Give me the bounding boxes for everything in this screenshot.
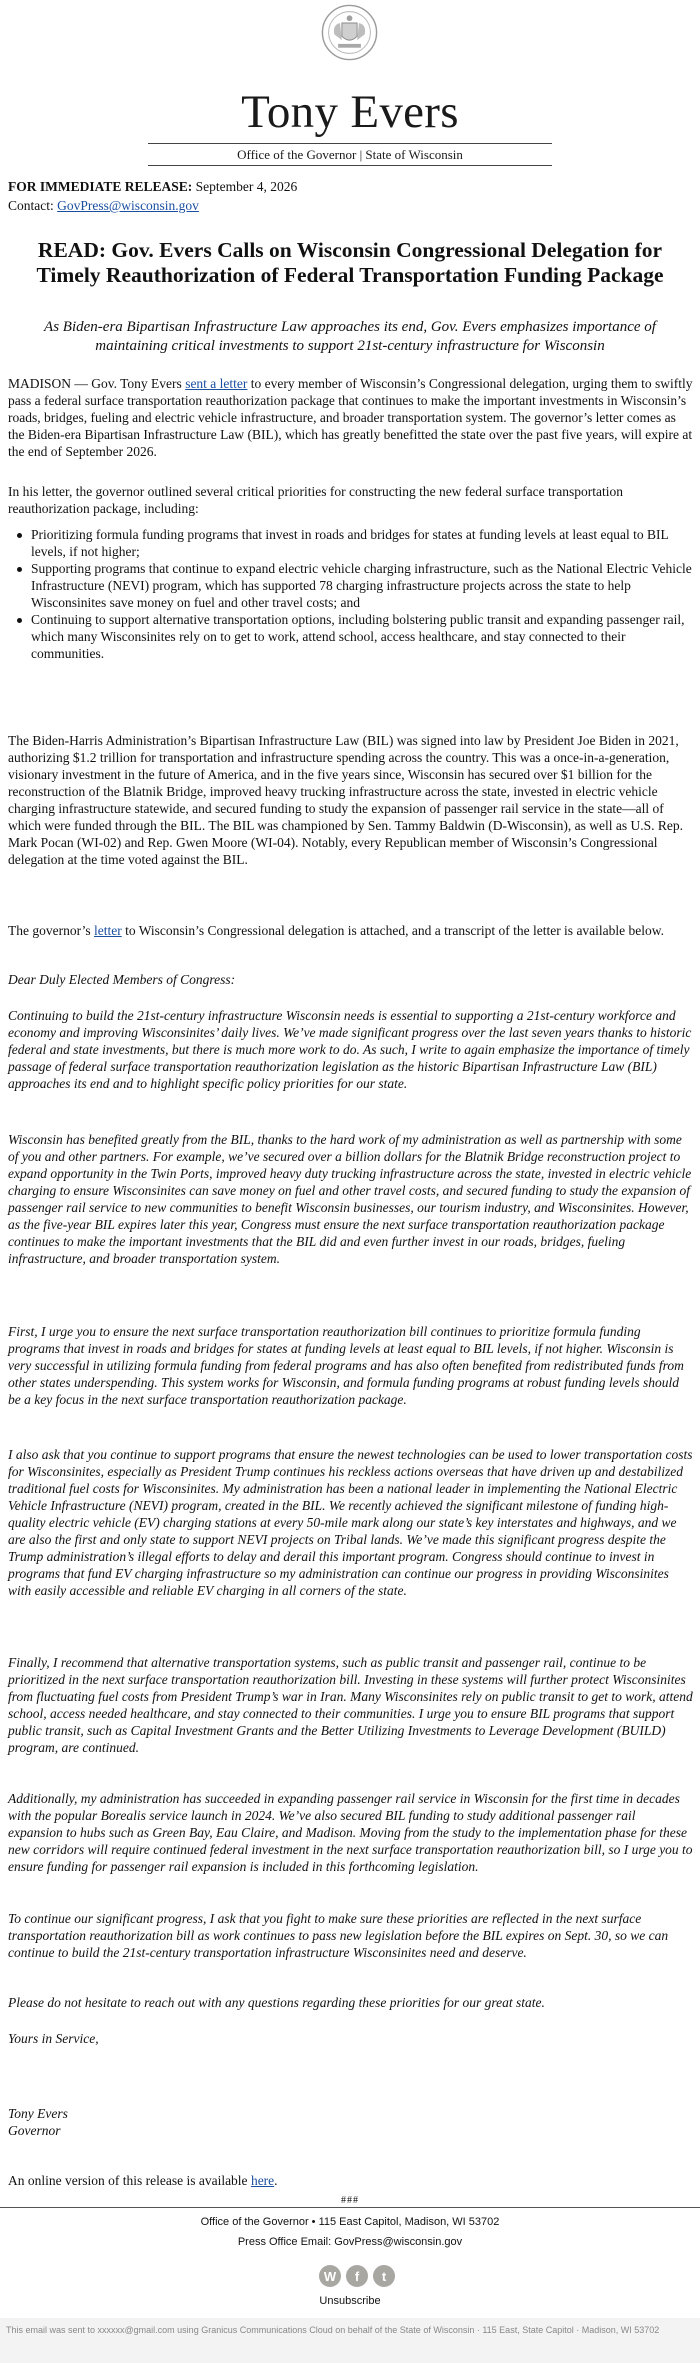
online-text: An online version of this release is available <box>8 2173 251 2188</box>
wisconsin-icon-glyph: W <box>323 2268 337 2284</box>
facebook-icon[interactable] <box>346 2265 368 2287</box>
twitter-icon[interactable] <box>373 2265 395 2287</box>
contact-line <box>8 197 199 214</box>
footer-address: Office of the Governor • 115 East Capitol, Madison, WI 53702 <box>200 2216 500 2228</box>
priorities-intro: In his letter, the governor outlined several critical priorities for constructing the new federal surface transportation reauthorization package, including: <box>8 484 623 516</box>
unsubscribe-link[interactable]: Unsubscribe <box>319 2295 381 2307</box>
letter-paragraph: I also ask that you continue to support programs that ensure the newest technologies can be used to lower transportation costs for Wisconsinites, especially as President Trump continues his reckless actions overseas that have driven up and destabilized traditional fuel costs for Wisconsinites. My administration has been a national leader in implementing the National Electric Vehicle Infrastructure (NEVI) program, created in the BIL. We recently achieved the significant milestone of funding high-quality electric vehicle (EV) charging stations at every 50-mile mark along our state’s key interstates and highways, and we are also the first and only state to support NEVI projects on Tribal lands. We’ve made this significant progress despite the Trump administration’s illegal efforts to delay and derail this important program. Congress should continue to invest in programs that fund EV charging infrastructure so my administration can continue our progress in providing Wisconsinites with easily accessible and reliable EV charging in all corners of the state. <box>8 1447 693 1598</box>
letter-salutation: Dear Duly Elected Members of Congress: <box>8 972 236 987</box>
intro-text: MADISON — Gov. Tony Evers <box>8 376 186 391</box>
masthead-name: Tony Evers <box>241 86 459 138</box>
letter-paragraph: Finally, I recommend that alternative transportation systems, such as public transit and passenger rail, continue to be prioritized in the next surface transportation reauthorization bill. Investing in these systems will further protect Wisconsinites from fluctuating fuel costs from President Trump’s war in Iran. Many Wisconsinites rely on public transit to get to work, attend school, access needed healthcare, and stay connected to their communities. I urge you to ensure BIL programs that support public transit, such as Capital Investment Grants and the Better Utilizing Investments to Leverage Development (BUILD) program, are continued. <box>8 1655 693 1755</box>
press-email: GovPress@wisconsin.gov <box>334 2236 463 2248</box>
attached-text: The governor’s <box>8 923 94 938</box>
wisconsin-icon[interactable] <box>319 2265 341 2287</box>
letter-paragraph: Continuing to build the 21st-century infrastructure Wisconsin needs is essential to supporting a 21st-century workforce and economy and improving Wisconsinites’ daily lives. We’ve made significant progress over the last seven years thanks to historic federal and state investments, but there is much more work to do. As such, I write to again emphasize the importance of timely passage of federal surface transportation reauthorization legislation as the historic Bipartisan Infrastructure Law (BIL) approaches its end and to highlight specific policy priorities for our state. <box>8 1008 692 1091</box>
footer-press-line <box>0 2235 700 2249</box>
facebook-icon-glyph: f <box>354 2268 360 2284</box>
twitter-icon-glyph: t <box>381 2268 387 2284</box>
footer-divider <box>0 2207 700 2208</box>
letter-paragraph: Please do not hesitate to reach out with any questions regarding these priorities for our great state. <box>8 1995 545 2010</box>
letter-paragraph: Additionally, my administration has succeeded in expanding passenger rail service in Wisconsin for the first time in decades with the popular Borealis service launch in 2024. We’ve also secured BIL funding to study additional passenger rail expansion to hubs such as Green Bay, Eau Claire, and Madison. Moving from the study to the implementation phase for these new corridors will require continued federal investment in the next surface transportation reauthorization bill, so I urge you to ensure funding for passenger rail expansion is included in this forthcoming legislation. <box>8 1791 693 1874</box>
signer-name: Tony Evers <box>8 2106 68 2121</box>
letter-paragraph: First, I urge you to ensure the next surface transportation reauthorization bill continues to prioritize formula funding programs that invest in roads and bridges for states at funding levels at least equal to BIL levels, if not higher. Wisconsin is very successful in utilizing formula funding from federal programs and has also often benefited from redistributed funds from other states underspending. This system works for Wisconsin, and formula funding programs at robust funding levels should be a key focus in the next surface transportation reauthorization package. <box>8 1324 684 1407</box>
letter-paragraph: To continue our significant progress, I ask that you fight to make sure these priorities are reflected in the next surface transportation reauthorization bill as work continues to pass new legislation before the BIL expires on Sept. 30, so we can continue to build the 21st-century transportation infrastructure Wisconsinites need and deserve. <box>8 1911 669 1960</box>
state-seal-icon <box>321 4 378 61</box>
release-label: FOR IMMEDIATE RELEASE: <box>8 179 193 194</box>
masthead-divider-bottom <box>148 165 552 166</box>
letter-closing: Yours in Service, <box>8 2031 99 2046</box>
release-date-line <box>8 178 297 195</box>
attached-text-continued: to Wisconsin’s Congressional delegation is attached, and a transcript of the letter is available below. <box>121 923 665 938</box>
press-label: Press Office Email: <box>237 2236 335 2248</box>
intro-paragraph <box>8 375 693 460</box>
letter-link[interactable]: letter <box>93 923 122 938</box>
priority-item: Supporting programs that continue to expand electric vehicle charging infrastructure, such as the National Electric Vehicle Infrastructure (NEVI) program, which has supported 78 charging infrastructure projects across the state to help Wisconsinites save money on fuel and other travel costs; and <box>31 561 692 610</box>
masthead-divider <box>148 143 552 144</box>
online-version-link[interactable]: here <box>250 2173 275 2188</box>
headline: READ: Gov. Evers Calls on Wisconsin Congressional Delegation for Timely Reauthorization of Federal Transportation Funding Package <box>36 238 664 287</box>
priorities-list <box>8 526 693 662</box>
intro-text-continued: to every member of Wisconsin’s Congressional delegation, urging them to swiftly pass a federal surface transportation reauthorization package that continues to make the important investments in Wisconsin’s roads, bridges, fueling and electric vehicle infrastructure, and broader transportation system. The governor’s letter comes as the Biden-era Bipartisan Infrastructure Law (BIL), which has greatly benefitted the state over the past five years, will expire at the end of September 2026. <box>8 376 693 459</box>
release-date: September 4, 2026 <box>195 179 298 194</box>
priority-item: Continuing to support alternative transportation options, including bolstering public transit and expanding passenger rail, which many Wisconsinites rely on to get to work, attend school, access healthcare, and stay connected to their communities. <box>31 611 693 662</box>
contact-label: Contact: <box>8 198 54 213</box>
end-mark: ### <box>341 2195 359 2206</box>
online-text-end: . <box>274 2173 278 2188</box>
footer-notice: This email was sent to xxxxxx@gmail.com using Granicus Communications Cloud on behalf of the State of Wisconsin · 115 East, State Capitol · Madison, WI 53702 <box>6 2325 660 2335</box>
signer-title: Governor <box>8 2123 61 2138</box>
letter-paragraph: Wisconsin has benefited greatly from the BIL, thanks to the hard work of my administration as well as partnership with some of you and other partners. For example, we’ve secured over a billion dollars for the Blatnik Bridge reconstruction project to expand opportunity in the Twin Ports, improved heavy duty trucking infrastructure across the state, invested in electric vehicle charging to ensure Wisconsinites can save money on fuel and other travel costs, and secured funding to study the expansion of passenger rail service to new communities to benefit Wisconsin businesses, our tourism industry, and Wisconsinites. However, as the five-year BIL expires later this year, Congress must ensure the next surface transportation reauthorization package continues to make the important investments that the BIL did and even further invest in our roads, bridges, fueling infrastructure, and broader transportation system. <box>8 1132 692 1266</box>
subheadline: As Biden-era Bipartisan Infrastructure Law approaches its end, Gov. Evers emphasizes importance of maintaining critical investments to support 21st-century infrastructure for Wisconsin <box>44 319 656 354</box>
priority-item: Prioritizing formula funding programs that invest in roads and bridges for states at funding levels at least equal to BIL levels, if not higher; <box>31 526 693 560</box>
bil-paragraph: The Biden-Harris Administration’s Bipartisan Infrastructure Law (BIL) was signed into law by President Joe Biden in 2021, authorizing $1.2 trillion for transportation and infrastructure spending across the country. This was a once-in-a-generation, visionary investment in the future of America, and in the five years since, Wisconsin has secured over $1 billion for the reconstruction of the Blatnik Bridge, improved heavy trucking infrastructure across the state, invested in electric vehicle charging infrastructure statewide, and secured funding to study the expansion of passenger rail service in the state—all of which were funded through the BIL. The BIL was championed by Sen. Tammy Baldwin (D-Wisconsin), as well as U.S. Rep. Mark Pocan (WI-02) and Rep. Gwen Moore (WI-04). Notably, every Republican member of Wisconsin’s Congressional delegation at the time voted against the BIL. <box>8 733 684 867</box>
attached-letter-paragraph <box>8 922 693 939</box>
sent-a-letter-link[interactable]: sent a letter <box>185 376 248 391</box>
online-version-line <box>8 2172 693 2189</box>
contact-email-link[interactable]: GovPress@wisconsin.gov <box>57 198 199 213</box>
masthead-subtitle: Office of the Governor | State of Wisconsin <box>237 147 463 162</box>
